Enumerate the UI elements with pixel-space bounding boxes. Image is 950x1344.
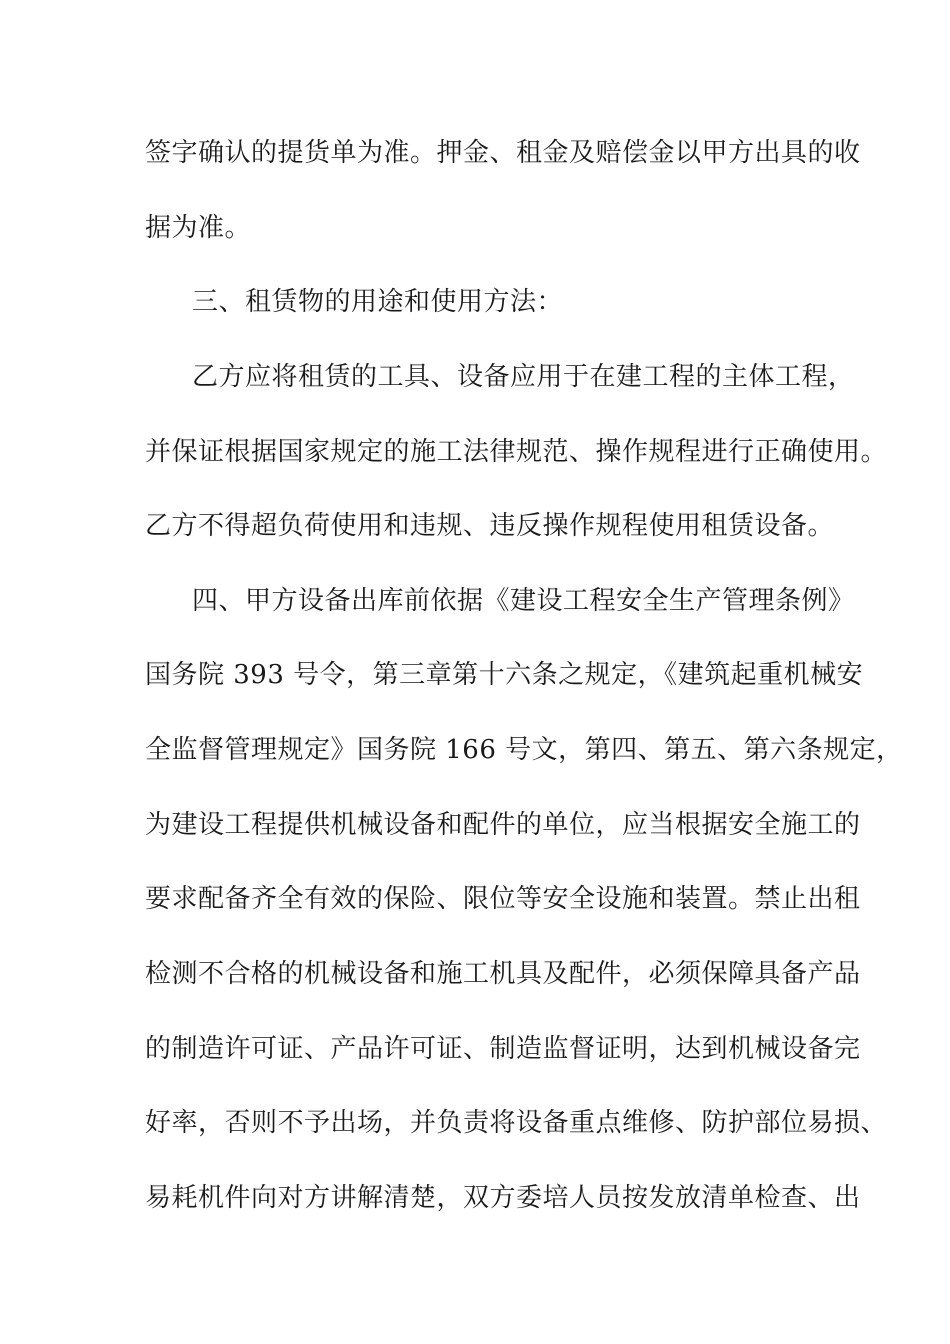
paragraph-line: 乙方应将租赁的工具、设备应用于在建工程的主体工程， bbox=[192, 362, 855, 392]
paragraph-line: 易耗机件向对方讲解清楚，双方委培人员按发放清单检查、出 bbox=[145, 1183, 861, 1213]
paragraph-line: 并保证根据国家规定的施工法律规范、操作规程进行正确使用。 bbox=[145, 437, 888, 467]
paragraph-line: 签字确认的提货单为准。押金、租金及赔偿金以甲方出具的收 bbox=[145, 138, 861, 168]
paragraph-line: 乙方不得超负荷使用和违规、违反操作规程使用租赁设备。 bbox=[145, 511, 835, 541]
paragraph-line: 四、甲方设备出库前依据《建设工程安全生产管理条例》 bbox=[192, 586, 855, 616]
paragraph-line: 全监督管理规定》国务院 166 号文，第四、第五、第六条规定， bbox=[145, 735, 903, 765]
paragraph-line: 要求配备齐全有效的保险、限位等安全设施和装置。禁止出租 bbox=[145, 884, 861, 914]
paragraph-line: 国务院 393 号令，第三章第十六条之规定，《建筑起重机械安 bbox=[145, 660, 864, 690]
paragraph-line: 据为准。 bbox=[145, 213, 252, 243]
paragraph-line: 检测不合格的机械设备和施工机具及配件，必须保障具备产品 bbox=[145, 959, 861, 989]
paragraph-line: 的制造许可证、产品许可证、制造监督证明，达到机械设备完 bbox=[145, 1034, 861, 1064]
paragraph-line: 好率，否则不予出场，并负责将设备重点维修、防护部位易损、 bbox=[145, 1108, 888, 1138]
paragraph-line: 为建设工程提供机械设备和配件的单位，应当根据安全施工的 bbox=[145, 810, 861, 840]
section-heading: 三、租赁物的用途和使用方法： bbox=[192, 287, 564, 317]
